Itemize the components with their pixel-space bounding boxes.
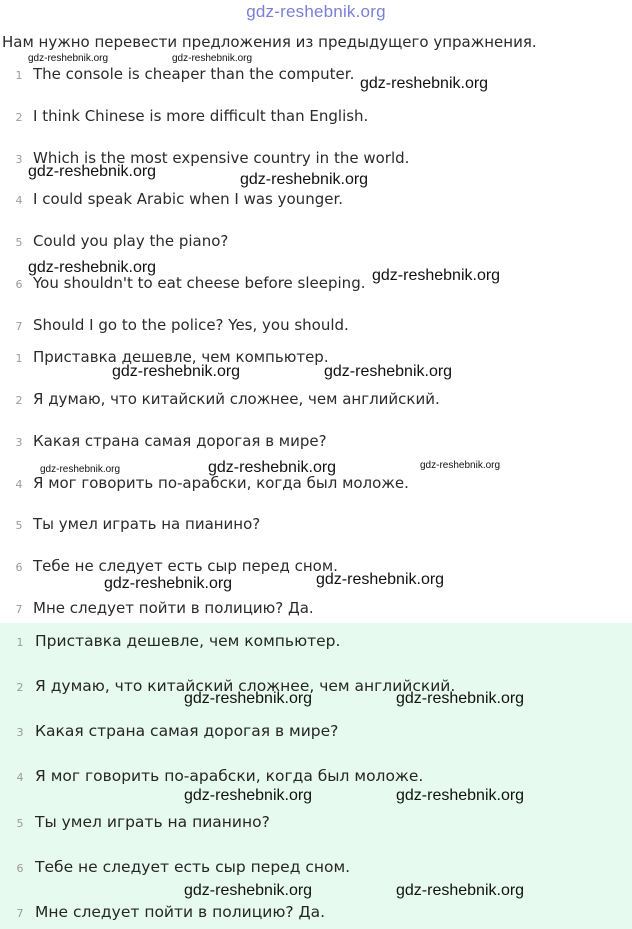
item-text: Приставка дешевле, чем компьютер. — [35, 632, 341, 650]
item-text: Мне следует пойти в полицию? Да. — [33, 599, 314, 617]
item-number: 6 — [15, 561, 23, 574]
item-number: 1 — [15, 69, 23, 82]
item-text: Какая страна самая дорогая в мире? — [35, 722, 339, 740]
intro-text: Нам нужно перевести предложения из предыдущего упражнения. — [2, 33, 537, 51]
watermark: gdz-reshebnik.org — [28, 163, 157, 180]
watermark: gdz-reshebnik.org — [184, 787, 313, 804]
item-text: Ты умел играть на пианино? — [35, 813, 270, 831]
watermark: gdz-reshebnik.org — [316, 571, 445, 588]
item-text: Я мог говорить по-арабски, когда был моложе. — [35, 767, 424, 785]
item-text: Тебе не следует есть сыр перед сном. — [35, 858, 351, 876]
item-text: Приставка дешевле, чем компьютер. — [33, 348, 329, 366]
item-number: 7 — [15, 320, 23, 333]
answer-block — [0, 623, 632, 929]
item-number: 3 — [16, 726, 24, 739]
item-text: I think Chinese is more difficult than English. — [33, 107, 369, 125]
watermark: gdz-reshebnik.org — [396, 787, 525, 804]
watermark: gdz-reshebnik.org — [40, 464, 121, 475]
item-number: 3 — [15, 153, 23, 166]
item-number: 1 — [15, 352, 23, 365]
watermark: gdz-reshebnik.org — [360, 75, 489, 92]
item-text: You shouldn't to eat cheese before sleeping. — [33, 274, 366, 292]
watermark: gdz-reshebnik.org — [240, 171, 369, 188]
watermark: gdz-reshebnik.org — [184, 882, 313, 899]
watermark: gdz-reshebnik.org — [396, 882, 525, 899]
watermark: gdz-reshebnik.org — [396, 690, 525, 707]
watermark: gdz-reshebnik.org — [208, 459, 337, 476]
watermark: gdz-reshebnik.org — [28, 53, 109, 64]
item-number: 7 — [16, 907, 24, 920]
item-text: Could you play the piano? — [33, 232, 229, 250]
item-number: 2 — [15, 394, 23, 407]
item-number: 4 — [15, 478, 23, 491]
item-text: Ты умел играть на пианино? — [33, 515, 261, 533]
watermark: gdz-reshebnik.org — [184, 690, 313, 707]
item-number: 5 — [15, 236, 23, 249]
watermark: gdz-reshebnik.org — [112, 363, 241, 380]
item-number: 4 — [16, 771, 24, 784]
item-number: 5 — [15, 519, 23, 532]
item-number: 3 — [15, 436, 23, 449]
item-text: Я мог говорить по-арабски, когда был моложе. — [33, 474, 409, 492]
item-text: Какая страна самая дорогая в мире? — [33, 432, 327, 450]
item-number: 7 — [15, 603, 23, 616]
item-text: Тебе не следует есть сыр перед сном. — [33, 557, 338, 575]
item-text: The console is cheaper than the computer. — [33, 65, 355, 83]
item-number: 5 — [16, 817, 24, 830]
site-header-link[interactable]: gdz-reshebnik.org — [246, 2, 386, 21]
watermark: gdz-reshebnik.org — [172, 53, 253, 64]
item-text: I could speak Arabic when I was younger. — [33, 190, 344, 208]
watermark: gdz-reshebnik.org — [28, 259, 157, 276]
item-text: Мне следует пойти в полицию? Да. — [35, 903, 326, 921]
item-text: Я думаю, что китайский сложнее, чем английский. — [35, 677, 456, 695]
watermark: gdz-reshebnik.org — [104, 575, 233, 592]
item-number: 4 — [15, 194, 23, 207]
item-number: 6 — [16, 862, 24, 875]
watermark: gdz-reshebnik.org — [420, 460, 501, 471]
watermark: gdz-reshebnik.org — [372, 267, 501, 284]
item-number: 6 — [15, 278, 23, 291]
item-number: 1 — [16, 636, 24, 649]
item-text: Which is the most expensive country in the world. — [33, 149, 410, 167]
item-text: Should I go to the police? Yes, you should. — [33, 316, 349, 334]
item-number: 2 — [16, 681, 24, 694]
watermark: gdz-reshebnik.org — [324, 363, 453, 380]
item-text: Я думаю, что китайский сложнее, чем английский. — [33, 390, 440, 408]
item-number: 2 — [15, 111, 23, 124]
